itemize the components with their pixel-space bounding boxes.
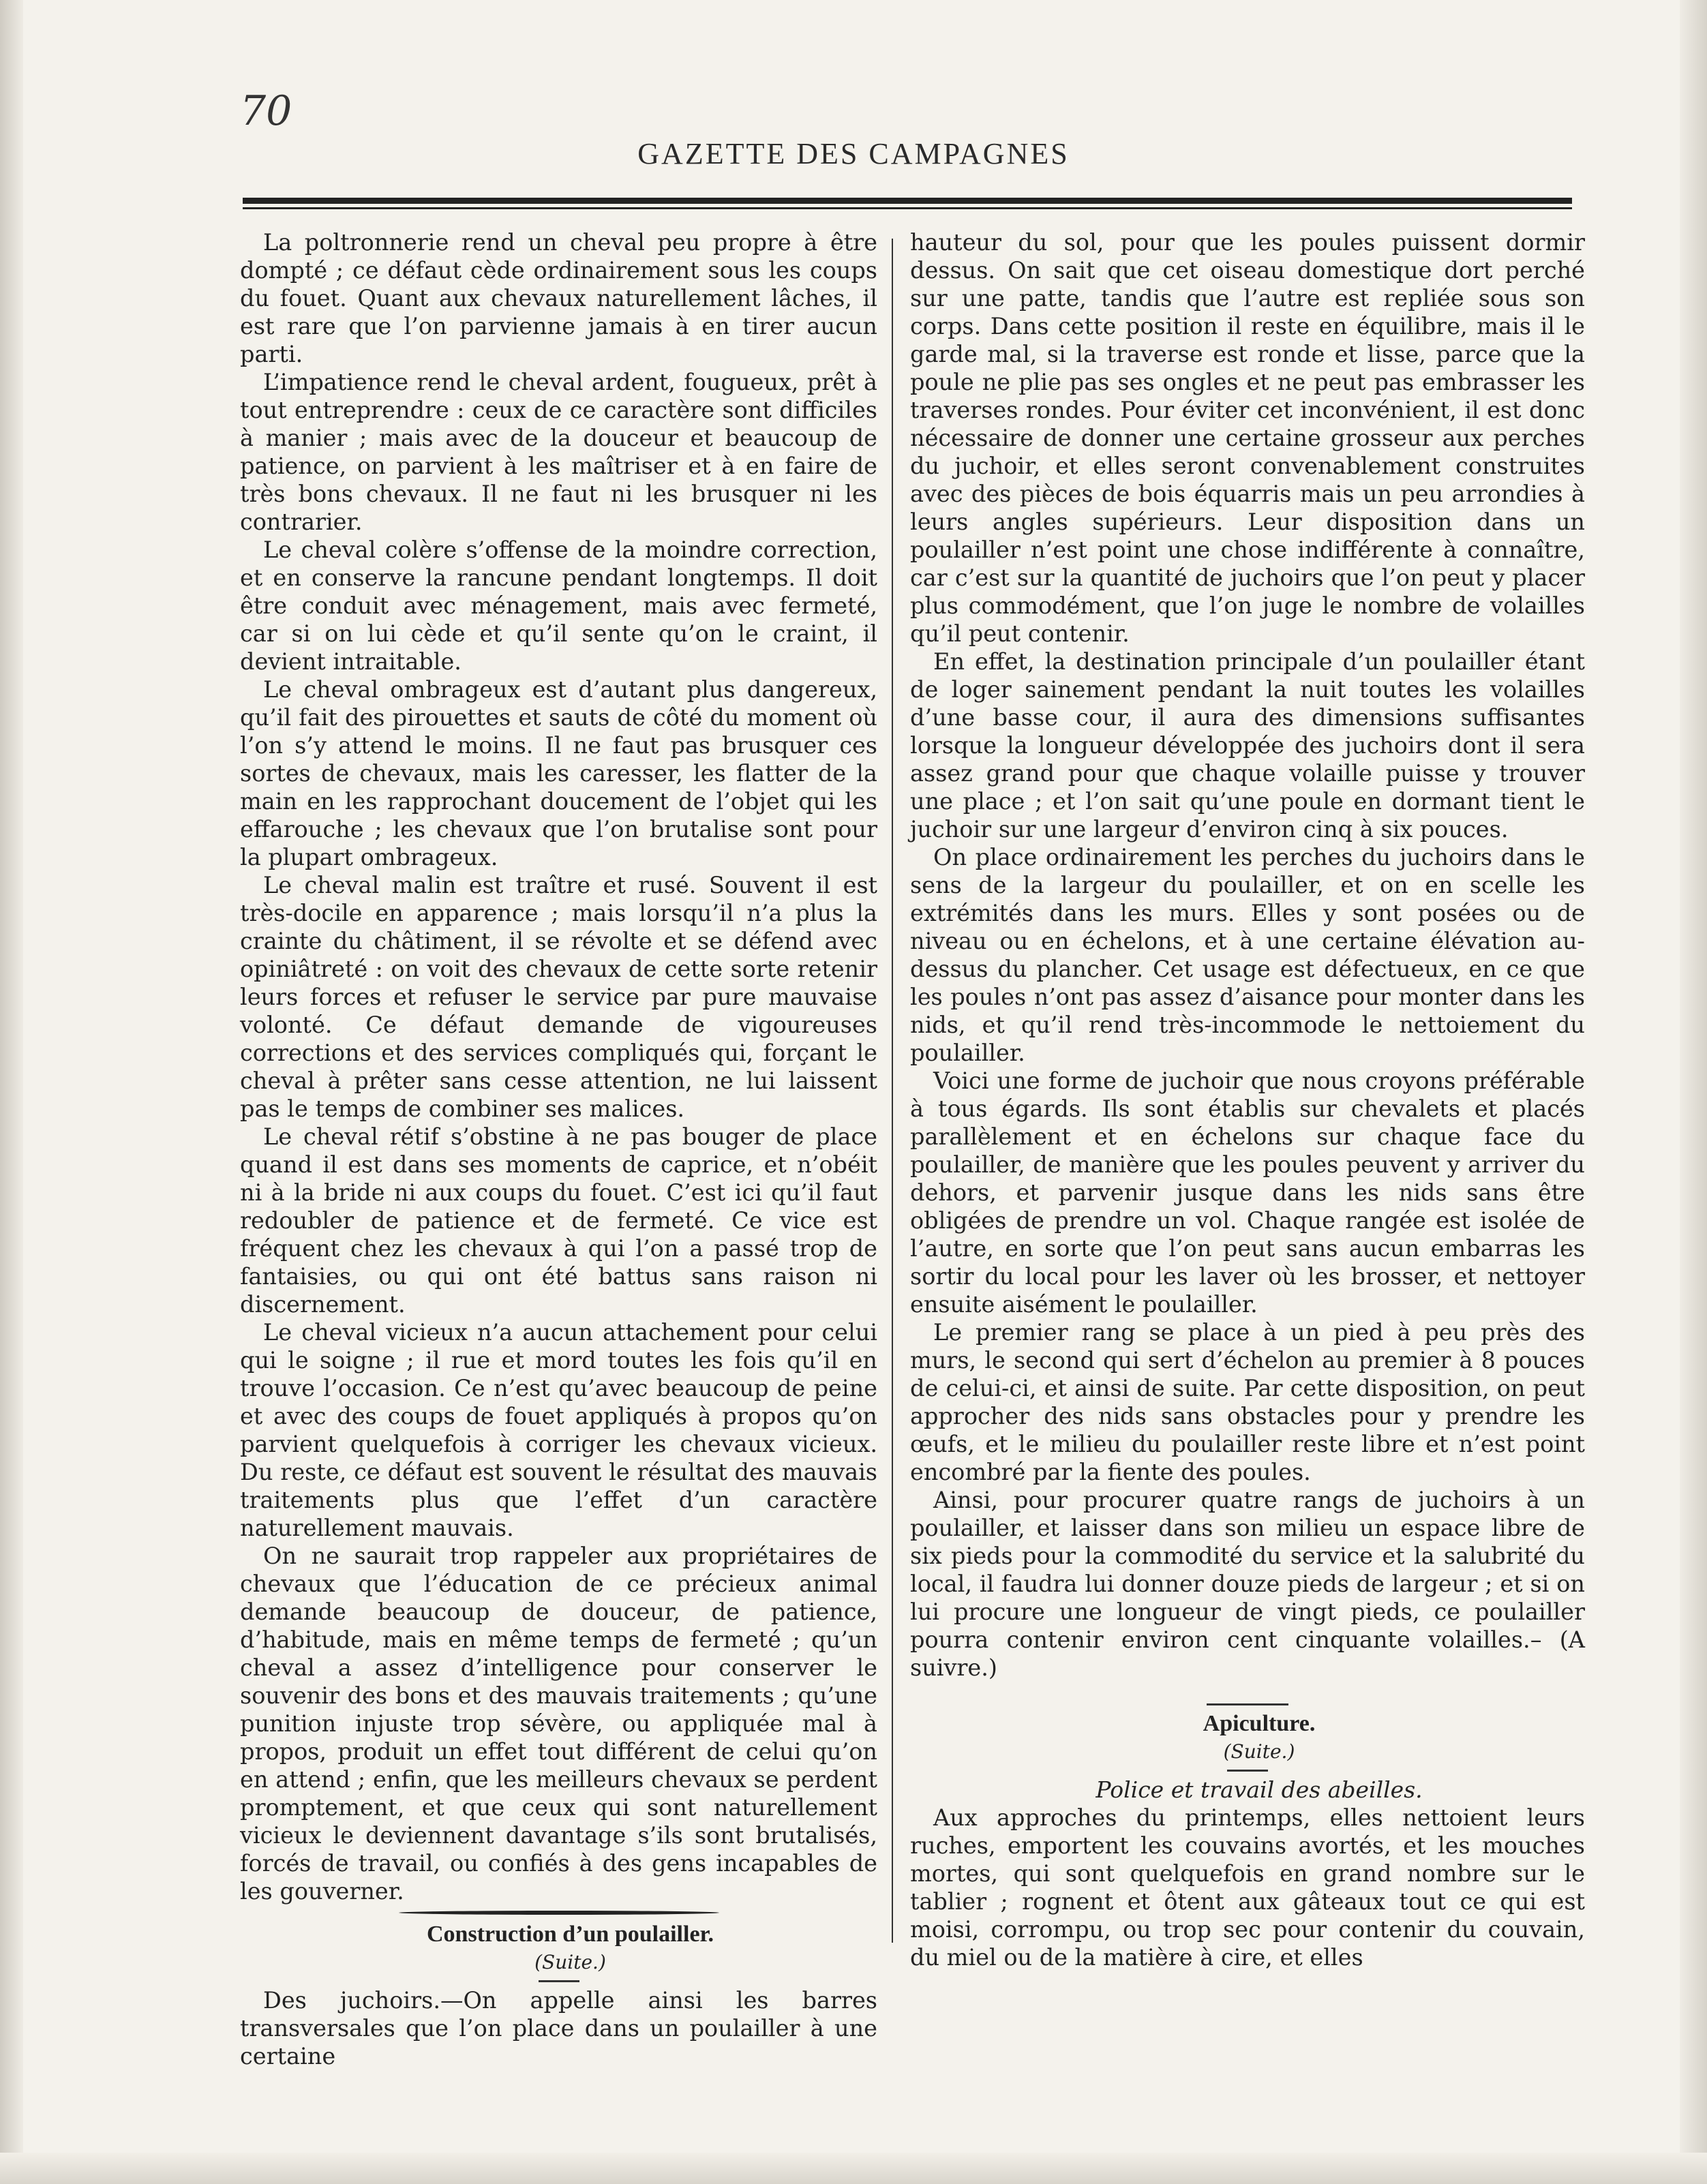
right-column — [910, 228, 1585, 1971]
paragraph-voici-une-forme: Voici une forme de juchoir que nous croyons préférable à tous égards. Ils sont établis sur chevalets et placés parallèlement et en échelons sur chaque face du poulailler, de manière que les poules peuvent y arriver du dehors, et parvenir jusque dans les nids sans être obligées de prendre un vol. Chaque rangée est isolée de l’autre, en sorte que l’on peut sans aucun embarras les sortir du local pour les laver où les brosser, et nettoyer ensuite aisément le poulailler. — [910, 1067, 1585, 1318]
paragraph-impatience: L’impatience rend le cheval ardent, fougueux, prêt à tout entreprendre : ceux de ce caractère sont difficiles à manier ; mais avec de la douceur et beaucoup de patience, on parvient à les maîtriser et à en faire de très bons chevaux. Il ne faut ni les brusquer ni les contrarier. — [240, 369, 877, 535]
masthead-rule — [243, 198, 1572, 209]
section-short-rule — [539, 1980, 579, 1982]
paragraph-on-place: On place ordinairement les perches du juchoirs dans le sens de la largeur du poulailler, et on en scelle les extrémités dans les murs. Elles y sont posées ou de niveau ou en échelons, et à une certaine élévation au-dessus du plancher. Cet usage est défectueux, en ce que les poules n’ont pas assez d’aisance pour monter dans les nids, et qu’il rend très-incommode le nettoiement du poulailler. — [910, 844, 1585, 1066]
paragraph-cheval-ombrageux: Le cheval ombrageux est d’autant plus dangereux, qu’il fait des pirouettes et sauts de côté du moment où l’on s’y attend le moins. Il ne faut pas brusquer ces sortes de chevaux, mais les caresser, les flatter de la main en les rapprochant doucement de l’objet qui les effarouche ; les chevaux que l’on brutalise sont pour la plupart ombrageux. — [240, 676, 877, 870]
paragraph-cheval-retif: Le cheval rétif s’obstine à ne pas bouger de place quand il est dans ses moments de caprice, et n’obéit ni à la bride ni aux coups du fouet. C’est ici qu’il faut redoubler de patience et de fermeté. Ce vice est fréquent chez les chevaux à qui l’on a passé trop de fantaisies, ou qui ont été battus sans raison ni discernement. — [240, 1123, 877, 1318]
section-short-rule-apiculture — [1227, 1770, 1268, 1772]
page-number: 70 — [240, 87, 292, 135]
paragraph-aux-approches: Aux approches du printemps, elles nettoient leurs ruches, emportent les couvains avortés, et les mouches mortes, qui sont quelquefois en grand nombre sur le tablier ; rognent et ôtent aux gâteaux tout ce qui est moisi, corrompu, ou trop sec pour contenir du couvain, du miel ou de la matière à cire, et elles — [910, 1804, 1585, 1971]
section-gap — [910, 1682, 1585, 1699]
paragraph-cheval-vicieux: Le cheval vicieux n’a aucun attachement pour celui qui le soigne ; il rue et mord toutes les fois qu’il en trouve l’occasion. Ce n’est qu’avec beaucoup de peine et avec des coups de fouet appliqués à propos qu’on parvient quelquefois à corriger les chevaux vicieux. Du reste, ce défaut est souvent le résultat des mauvais traitements plus que l’effet d’un caractère naturellement mauvais. — [240, 1319, 877, 1541]
section-heading-poulailler: Construction d’un poulailler. — [427, 1922, 714, 1947]
section-rule — [399, 1911, 719, 1915]
section-heading-apiculture: Apiculture. — [1203, 1711, 1316, 1736]
paragraph-en-effet: En effet, la destination principale d’un poulailler étant de loger sainement pendant la nuit toutes les volailles d’une basse cour, il aura des dimensions suffisantes lorsque la longueur développée des juchoirs dont il sera assez grand pour que chaque volaille puisse y trouver une place ; et l’on sait qu’une poule en dormant tient le juchoir sur une largeur d’environ cinq à six pouces. — [910, 648, 1585, 843]
paragraph-des-juchoirs: Des juchoirs.—On appelle ainsi les barres transversales que l’on place dans un poulailler à une certaine — [240, 1987, 877, 2069]
scan-edge-right — [1680, 0, 1707, 2184]
paragraph-cheval-malin: Le cheval malin est traître et rusé. Souvent il est très-docile en apparence ; mais lorsqu’il n’a plus la crainte du châtiment, il se révolte et se défend avec opiniâtreté : on voit des chevaux de cette sorte retenir leurs forces et refuser le service par pure mauvaise volonté. Ce défaut demande de vigoureuses corrections et des services compliqués qui, forçant le cheval à prêter sans cesse attention, ne lui laissent pas le temps de combiner ses malices. — [240, 872, 877, 1122]
paragraph-conclusion: On ne saurait trop rappeler aux propriétaires de chevaux que l’éducation de ce précieux animal demande beaucoup de douceur, de patience, d’habitude, mais en même temps de fermeté ; qu’un cheval a assez d’intelligence pour conserver le souvenir des bons et des mauvais traitements ; qu’une punition injuste trop sévère, ou appliquée mal à propos, produit un effet tout différent de celui qu’on en attend ; enfin, que les meilleurs chevaux se perdent promptement, et que ceux qui sont naturellement vicieux le deviennent davantage s’ils sont brutalisés, forcés de travail, ou confiés à des gens incapables de les gouverner. — [240, 1543, 877, 1905]
scan-edge-bottom — [0, 2153, 1707, 2184]
paragraph-premier-rang: Le premier rang se place à un pied à peu près des murs, le second qui sert d’échelon au premier à 8 pouces de celui-ci, et ainsi de suite. Par cette disposition, on peut approcher des nids sans obstacles pour y prendre les œufs, et le milieu du poulailler reste libre et n’est point encombré par la fiente des poules. — [910, 1319, 1585, 1485]
section-subtitle-abeilles: Police et travail des abeilles. — [1096, 1776, 1423, 1803]
paragraph-cheval-colere: Le cheval colère s’offense de la moindre correction, et en conserve la rancune pendant longtemps. Il doit être conduit avec ménagement, mais avec fermeté, car si on lui cède et qu’il sente qu’on le craint, il devient intraitable. — [240, 536, 877, 675]
section-rule-apiculture — [1207, 1703, 1288, 1705]
left-column — [240, 228, 877, 2070]
section-suite-label: (Suite.) — [534, 1951, 606, 1973]
section-suite-label-apiculture: (Suite.) — [1223, 1740, 1295, 1763]
masthead-title: GAZETTE DES CAMPAGNES — [637, 137, 1070, 170]
paragraph-hauteur-du-sol: hauteur du sol, pour que les poules puissent dormir dessus. On sait que cet oiseau domestique dort perché sur une patte, tandis que l’autre est repliée sous son corps. Dans cette position il reste en équilibre, mais il le garde mal, si la traverse est ronde et lisse, parce que la poule ne plie pas ses ongles et ne peut pas embrasser les traverses rondes. Pour éviter cet inconvénient, il est donc nécessaire de donner une certaine grosseur aux perches du juchoir, et elles seront convenablement construites avec des pièces de bois équarris mais un peu arrondies à leurs angles supérieurs. Leur disposition dans un poulailler n’est point une chose indifférente à connaître, car c’est sur la quantité de juchoirs que l’on peut y placer plus commodément, que l’on juge le nombre de volailles qu’il peut contenir. — [910, 229, 1585, 647]
column-divider — [892, 239, 893, 1943]
paragraph-ainsi: Ainsi, pour procurer quatre rangs de juchoirs à un poulailler, et laisser dans son milieu un espace libre de six pieds pour la commodité du service et la salubrité du local, il faudra lui donner douze pieds de largeur ; et si on lui procure une longueur de vingt pieds, ce poulailler pourra contenir environ cent cinquante volailles.– (A suivre.) — [910, 1487, 1585, 1681]
scan-edge-left — [0, 0, 23, 2184]
paragraph-poltronnerie: La poltronnerie rend un cheval peu propre à être dompté ; ce défaut cède ordinairement sous les coups du fouet. Quant aux chevaux naturellement lâches, il est rare que l’on parvienne jamais à en tirer aucun parti. — [240, 229, 877, 367]
